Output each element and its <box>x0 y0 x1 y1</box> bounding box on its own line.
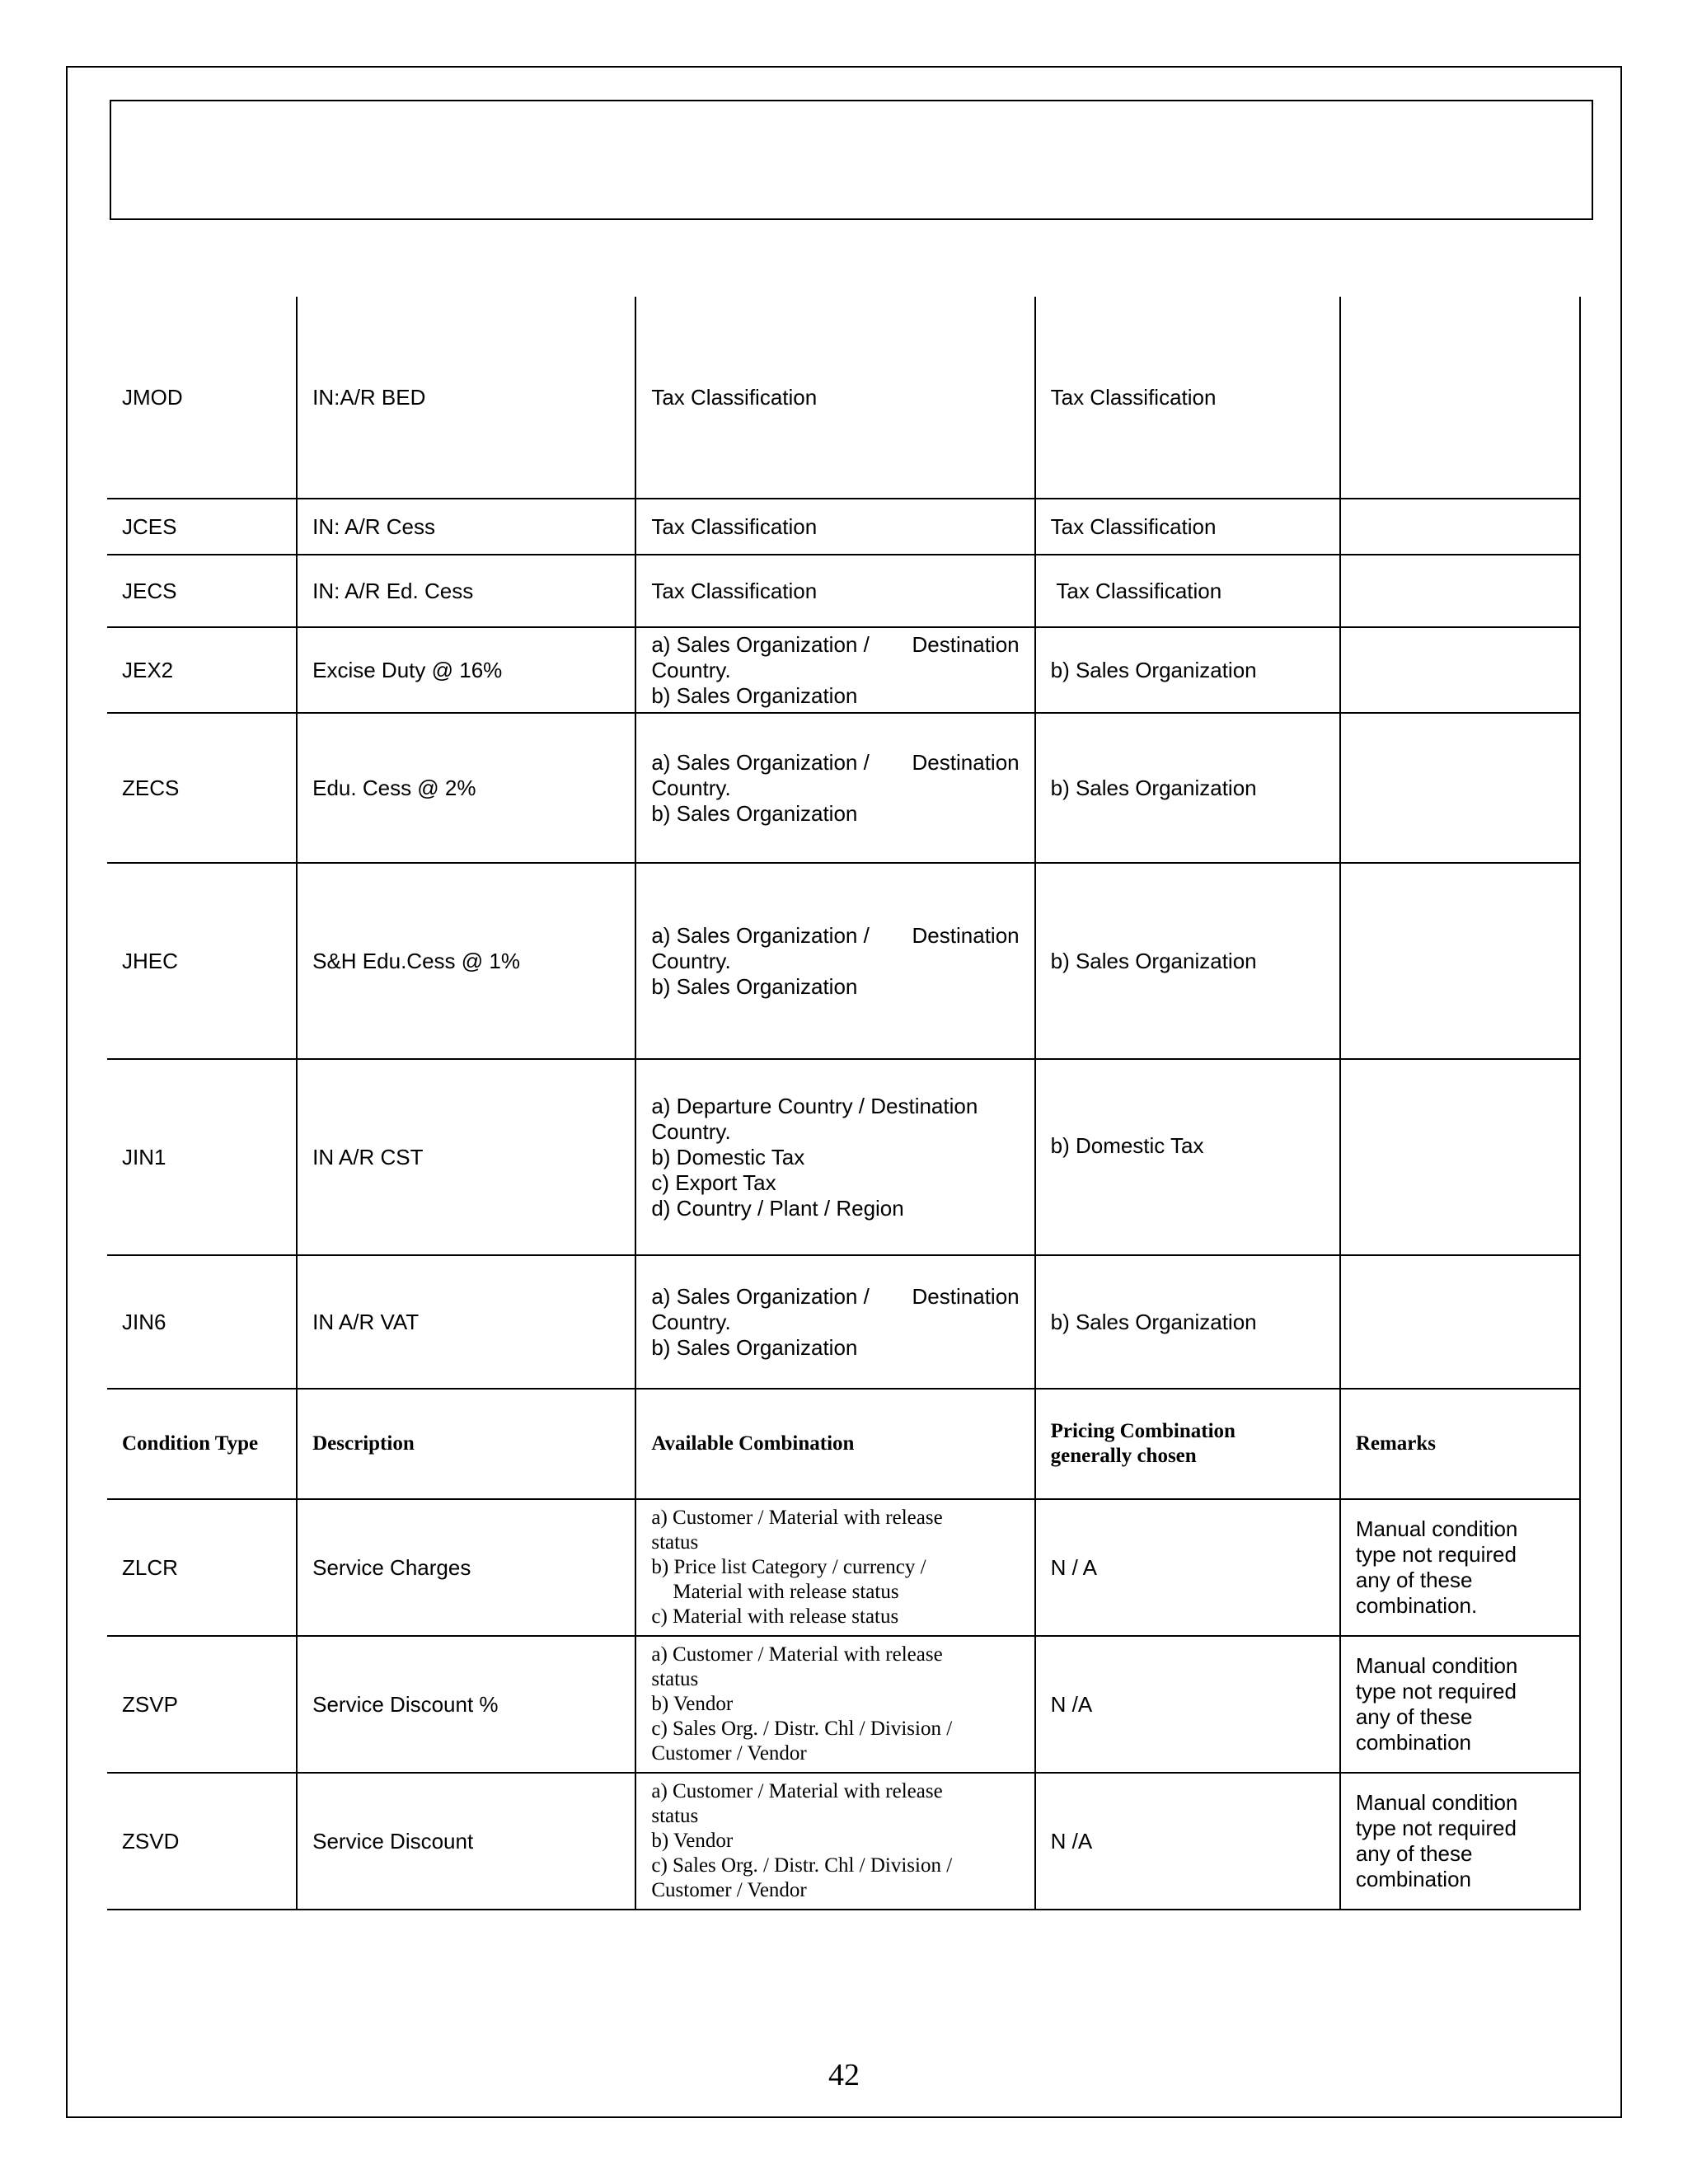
remarks: Manual condition type not required any of these combination <box>1340 1773 1580 1910</box>
remarks: Manual condition type not required any of these combination <box>1340 1636 1580 1773</box>
remarks <box>1340 297 1580 499</box>
remarks <box>1340 1059 1580 1255</box>
available-combination: a) Sales Organization / Destination Country. b) Sales Organization <box>635 627 1034 713</box>
remarks <box>1340 863 1580 1059</box>
condition-description: IN: A/R Ed. Cess <box>297 555 635 627</box>
available-combination: a) Sales Organization / Destination Country. b) Sales Organization <box>635 1255 1034 1389</box>
condition-code: ZSVD <box>107 1773 297 1910</box>
table-row <box>107 297 1580 499</box>
table-row <box>107 555 1580 627</box>
condition-description: Service Discount % <box>297 1636 635 1773</box>
condition-code: JHEC <box>107 863 297 1059</box>
header-box <box>110 100 1593 220</box>
table-header-row <box>107 1389 1580 1499</box>
condition-code: JMOD <box>107 297 297 499</box>
available-combination: a) Customer / Material with release status b) Price list Category / currency / Material with release status c) Material with release status <box>635 1499 1034 1636</box>
condition-code: ZECS <box>107 713 297 863</box>
condition-code: JECS <box>107 555 297 627</box>
condition-description: S&H Edu.Cess @ 1% <box>297 863 635 1059</box>
available-combination: a) Departure Country / Destination Country. b) Domestic Tax c) Export Tax d) Country / Plant / Region <box>635 1059 1034 1255</box>
condition-description: IN:A/R BED <box>297 297 635 499</box>
remarks <box>1340 499 1580 555</box>
chosen-combination: b) Sales Organization <box>1035 863 1340 1059</box>
table-row <box>107 1499 1580 1636</box>
available-combination: Tax Classification <box>635 297 1034 499</box>
chosen-combination: b) Sales Organization <box>1035 713 1340 863</box>
remarks <box>1340 627 1580 713</box>
available-combination: a) Sales Organization / Destination Country. b) Sales Organization <box>635 713 1034 863</box>
condition-description: Edu. Cess @ 2% <box>297 713 635 863</box>
condition-description: Excise Duty @ 16% <box>297 627 635 713</box>
chosen-combination: N /A <box>1035 1636 1340 1773</box>
header-condition-type: Condition Type <box>107 1389 297 1499</box>
table-row <box>107 499 1580 555</box>
header-pricing-combination: Pricing Combination generally chosen <box>1035 1389 1340 1499</box>
table-row <box>107 1773 1580 1910</box>
table-row <box>107 863 1580 1059</box>
available-combination: a) Customer / Material with release status b) Vendor c) Sales Org. / Distr. Chl / Division / Customer / Vendor <box>635 1636 1034 1773</box>
chosen-combination: b) Sales Organization <box>1035 627 1340 713</box>
remarks <box>1340 555 1580 627</box>
condition-description: Service Discount <box>297 1773 635 1910</box>
table-row <box>107 713 1580 863</box>
condition-code: ZSVP <box>107 1636 297 1773</box>
available-combination: Tax Classification <box>635 499 1034 555</box>
chosen-combination: Tax Classification <box>1035 297 1340 499</box>
header-available-combination: Available Combination <box>635 1389 1034 1499</box>
condition-code: JIN1 <box>107 1059 297 1255</box>
table-row <box>107 627 1580 713</box>
table-row <box>107 1059 1580 1255</box>
header-description: Description <box>297 1389 635 1499</box>
chosen-combination: N / A <box>1035 1499 1340 1636</box>
table-row <box>107 1255 1580 1389</box>
available-combination: a) Customer / Material with release status b) Vendor c) Sales Org. / Distr. Chl / Division / Customer / Vendor <box>635 1773 1034 1910</box>
chosen-combination: Tax Classification <box>1035 555 1340 627</box>
remarks: Manual condition type not required any of these combination. <box>1340 1499 1580 1636</box>
condition-description: IN A/R VAT <box>297 1255 635 1389</box>
remarks <box>1340 1255 1580 1389</box>
condition-code: ZLCR <box>107 1499 297 1636</box>
chosen-combination: b) Sales Organization <box>1035 1255 1340 1389</box>
condition-code: JCES <box>107 499 297 555</box>
condition-types-table <box>107 297 1581 1910</box>
condition-code: JIN6 <box>107 1255 297 1389</box>
header-remarks: Remarks <box>1340 1389 1580 1499</box>
available-combination: a) Sales Organization / Destination Country. b) Sales Organization <box>635 863 1034 1059</box>
table-row <box>107 1636 1580 1773</box>
chosen-combination: Tax Classification <box>1035 499 1340 555</box>
remarks <box>1340 713 1580 863</box>
condition-code: JEX2 <box>107 627 297 713</box>
available-combination: Tax Classification <box>635 555 1034 627</box>
condition-description: IN: A/R Cess <box>297 499 635 555</box>
page-number: 42 <box>828 2058 860 2093</box>
chosen-combination: N /A <box>1035 1773 1340 1910</box>
condition-description: Service Charges <box>297 1499 635 1636</box>
chosen-combination: b) Domestic Tax <box>1035 1059 1340 1255</box>
condition-description: IN A/R CST <box>297 1059 635 1255</box>
